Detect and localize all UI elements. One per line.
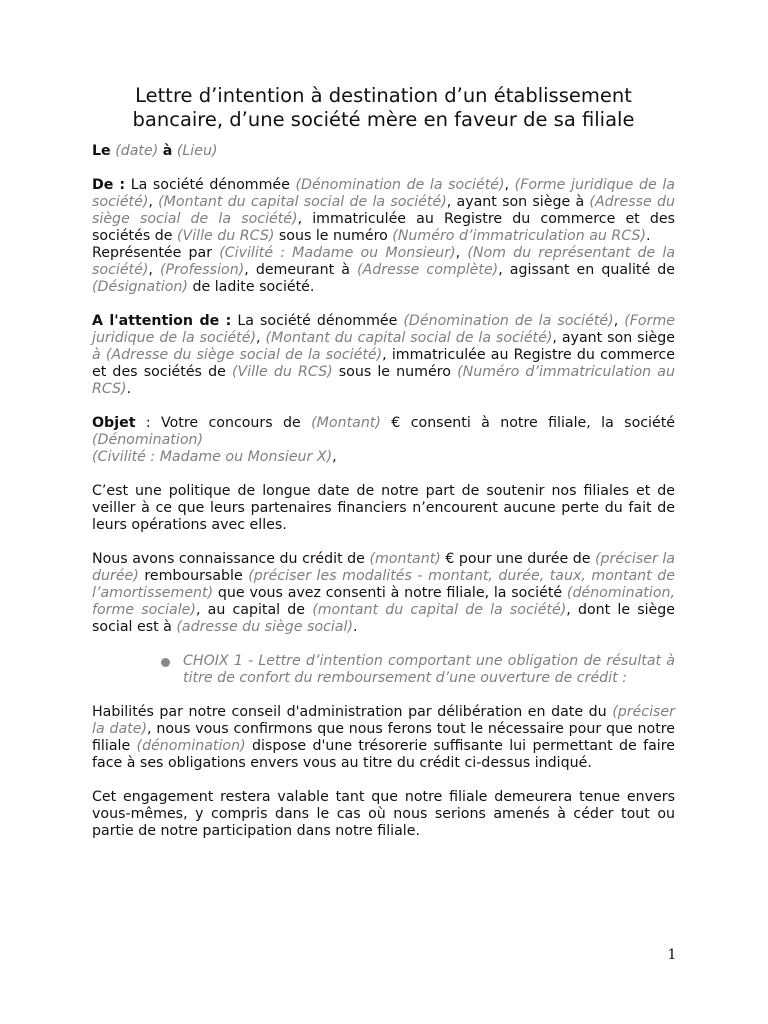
- credit-paragraph: [92, 551, 675, 636]
- text: ,: [256, 330, 266, 346]
- text: , dont le siège social est à: [92, 602, 676, 635]
- text: ,: [148, 262, 160, 278]
- placeholder: (Montant du capital social de la société): [158, 194, 447, 210]
- subject-paragraph: [92, 415, 675, 466]
- placeholder: (Montant): [311, 415, 381, 431]
- le-label: Le: [92, 143, 111, 159]
- choice-1-text: CHOIX 1 - Lettre d’intention comportant une obligation de résultat à titre de confort du remboursement d’une ouverture de crédit :: [183, 653, 675, 686]
- sender-paragraph: [92, 177, 675, 245]
- text: La société dénommée: [125, 177, 296, 193]
- text: € pour une durée de: [440, 551, 596, 567]
- text: ,: [148, 194, 159, 210]
- document-title: [92, 84, 675, 132]
- text: : Votre concours de: [135, 415, 312, 431]
- title-line-2: bancaire, d’une société mère en faveur de sa filiale: [132, 108, 635, 131]
- text: , ayant son siège à: [446, 194, 590, 210]
- text: , immatriculée au Registre du commerce et des sociétés de: [92, 211, 676, 244]
- placeholder: (Numéro d’immatriculation au RCS): [92, 364, 675, 397]
- text: € consenti à notre filiale, la société: [380, 415, 676, 431]
- text: .: [126, 381, 132, 397]
- placeholder: à (Adresse du siège social de la société): [92, 347, 383, 363]
- placeholder: (Profession): [159, 262, 245, 278]
- placeholder: (préciser la durée): [92, 551, 675, 584]
- text: , immatriculée au Registre du commerce et des sociétés de: [92, 347, 675, 380]
- placeholder: (Forme juridique de la société): [92, 177, 675, 210]
- placeholder: (adresse du siège social): [176, 619, 353, 635]
- place-placeholder: (Lieu): [176, 143, 218, 159]
- text: Nous avons connaissance du crédit de: [92, 551, 370, 567]
- placeholder: (montant du capital de la société): [312, 602, 567, 618]
- placeholder: (Montant du capital social de la société): [265, 330, 553, 346]
- placeholder: (montant): [369, 551, 441, 567]
- text: de ladite société.: [187, 279, 315, 295]
- placeholder: (Civilité : Madame ou Monsieur X): [92, 449, 333, 465]
- text: .: [646, 228, 651, 244]
- text: sous le numéro: [274, 228, 393, 244]
- date-placeholder: (date): [115, 143, 159, 159]
- objet-label: Objet: [92, 415, 136, 431]
- placeholder: (Désignation): [92, 279, 188, 295]
- text: ,: [613, 313, 625, 329]
- recipient-paragraph: [92, 313, 675, 398]
- document-body: [92, 84, 675, 840]
- commitment-paragraph: Cet engagement restera valable tant que notre filiale demeurera tenue envers vous-mêmes, y compris dans le cas où nous serions amenés à céder tout ou partie de notre participation dans notre filiale.: [92, 789, 675, 839]
- placeholder: (Adresse du siège social de la société): [92, 194, 675, 227]
- text: sous le numéro: [332, 364, 458, 380]
- page-number: 1: [667, 947, 677, 963]
- placeholder: (Adresse complète): [357, 262, 499, 278]
- de-label: De :: [92, 177, 126, 193]
- a-label: à: [162, 143, 173, 159]
- placeholder: (préciser les modalités - montant, durée, taux, montant de l’amortissement): [92, 568, 675, 601]
- text: , au capital de: [195, 602, 313, 618]
- text: ,: [455, 245, 468, 261]
- policy-paragraph: C’est une politique de longue date de notre part de soutenir nos filiales et de veiller à ce que leurs partenaires financiers n’encourent aucune perte du fait de leurs opérations avec elles.: [92, 483, 675, 533]
- text: Habilités par notre conseil d'administration par délibération en date du: [92, 704, 613, 720]
- placeholder: (Numéro d’immatriculation au RCS): [392, 228, 647, 244]
- date-place-line: [92, 143, 675, 160]
- placeholder: (Ville du RCS): [231, 364, 333, 380]
- placeholder: (Forme juridique de la société): [92, 313, 675, 346]
- placeholder: (Dénomination de la société): [295, 177, 505, 193]
- text: dispose d'une trésorerie suffisante lui permettant de faire face à ses obligations envers vous au titre du crédit ci-dessus indiqué.: [92, 738, 675, 771]
- choice-1-item: [92, 653, 675, 687]
- text: Représentée par: [92, 245, 220, 261]
- placeholder: (Ville du RCS): [176, 228, 275, 244]
- text: , ayant son siège: [552, 330, 675, 346]
- subject-civility-line: [92, 449, 675, 466]
- placeholder: (dénomination): [136, 738, 246, 754]
- text: que vous avez consenti à notre filiale, la société: [213, 585, 567, 601]
- text: remboursable: [138, 568, 249, 584]
- placeholder: (Dénomination de la société): [403, 313, 614, 329]
- text: La société dénommée: [231, 313, 404, 329]
- placeholder: (préciser la date): [92, 704, 675, 737]
- text: , nous vous confirmons que nous ferons tout le nécessaire pour que notre filiale: [92, 721, 676, 754]
- text: ,: [332, 449, 337, 465]
- text: ,: [504, 177, 515, 193]
- text: , demeurant à: [244, 262, 358, 278]
- title-line-1: Lettre d’intention à destination d’un établissement: [135, 84, 632, 107]
- authorization-paragraph: [92, 704, 675, 772]
- representative-paragraph: [92, 245, 675, 296]
- text: , agissant en qualité de: [498, 262, 676, 278]
- placeholder: (Nom du représentant de la société): [92, 245, 676, 278]
- text: .: [352, 619, 358, 635]
- placeholder: (dénomination, forme sociale): [92, 585, 675, 618]
- bullet-icon: [161, 658, 170, 667]
- placeholder: (Civilité : Madame ou Monsieur): [219, 245, 456, 261]
- placeholder: (Dénomination): [92, 432, 204, 448]
- attention-label: A l'attention de :: [92, 313, 232, 329]
